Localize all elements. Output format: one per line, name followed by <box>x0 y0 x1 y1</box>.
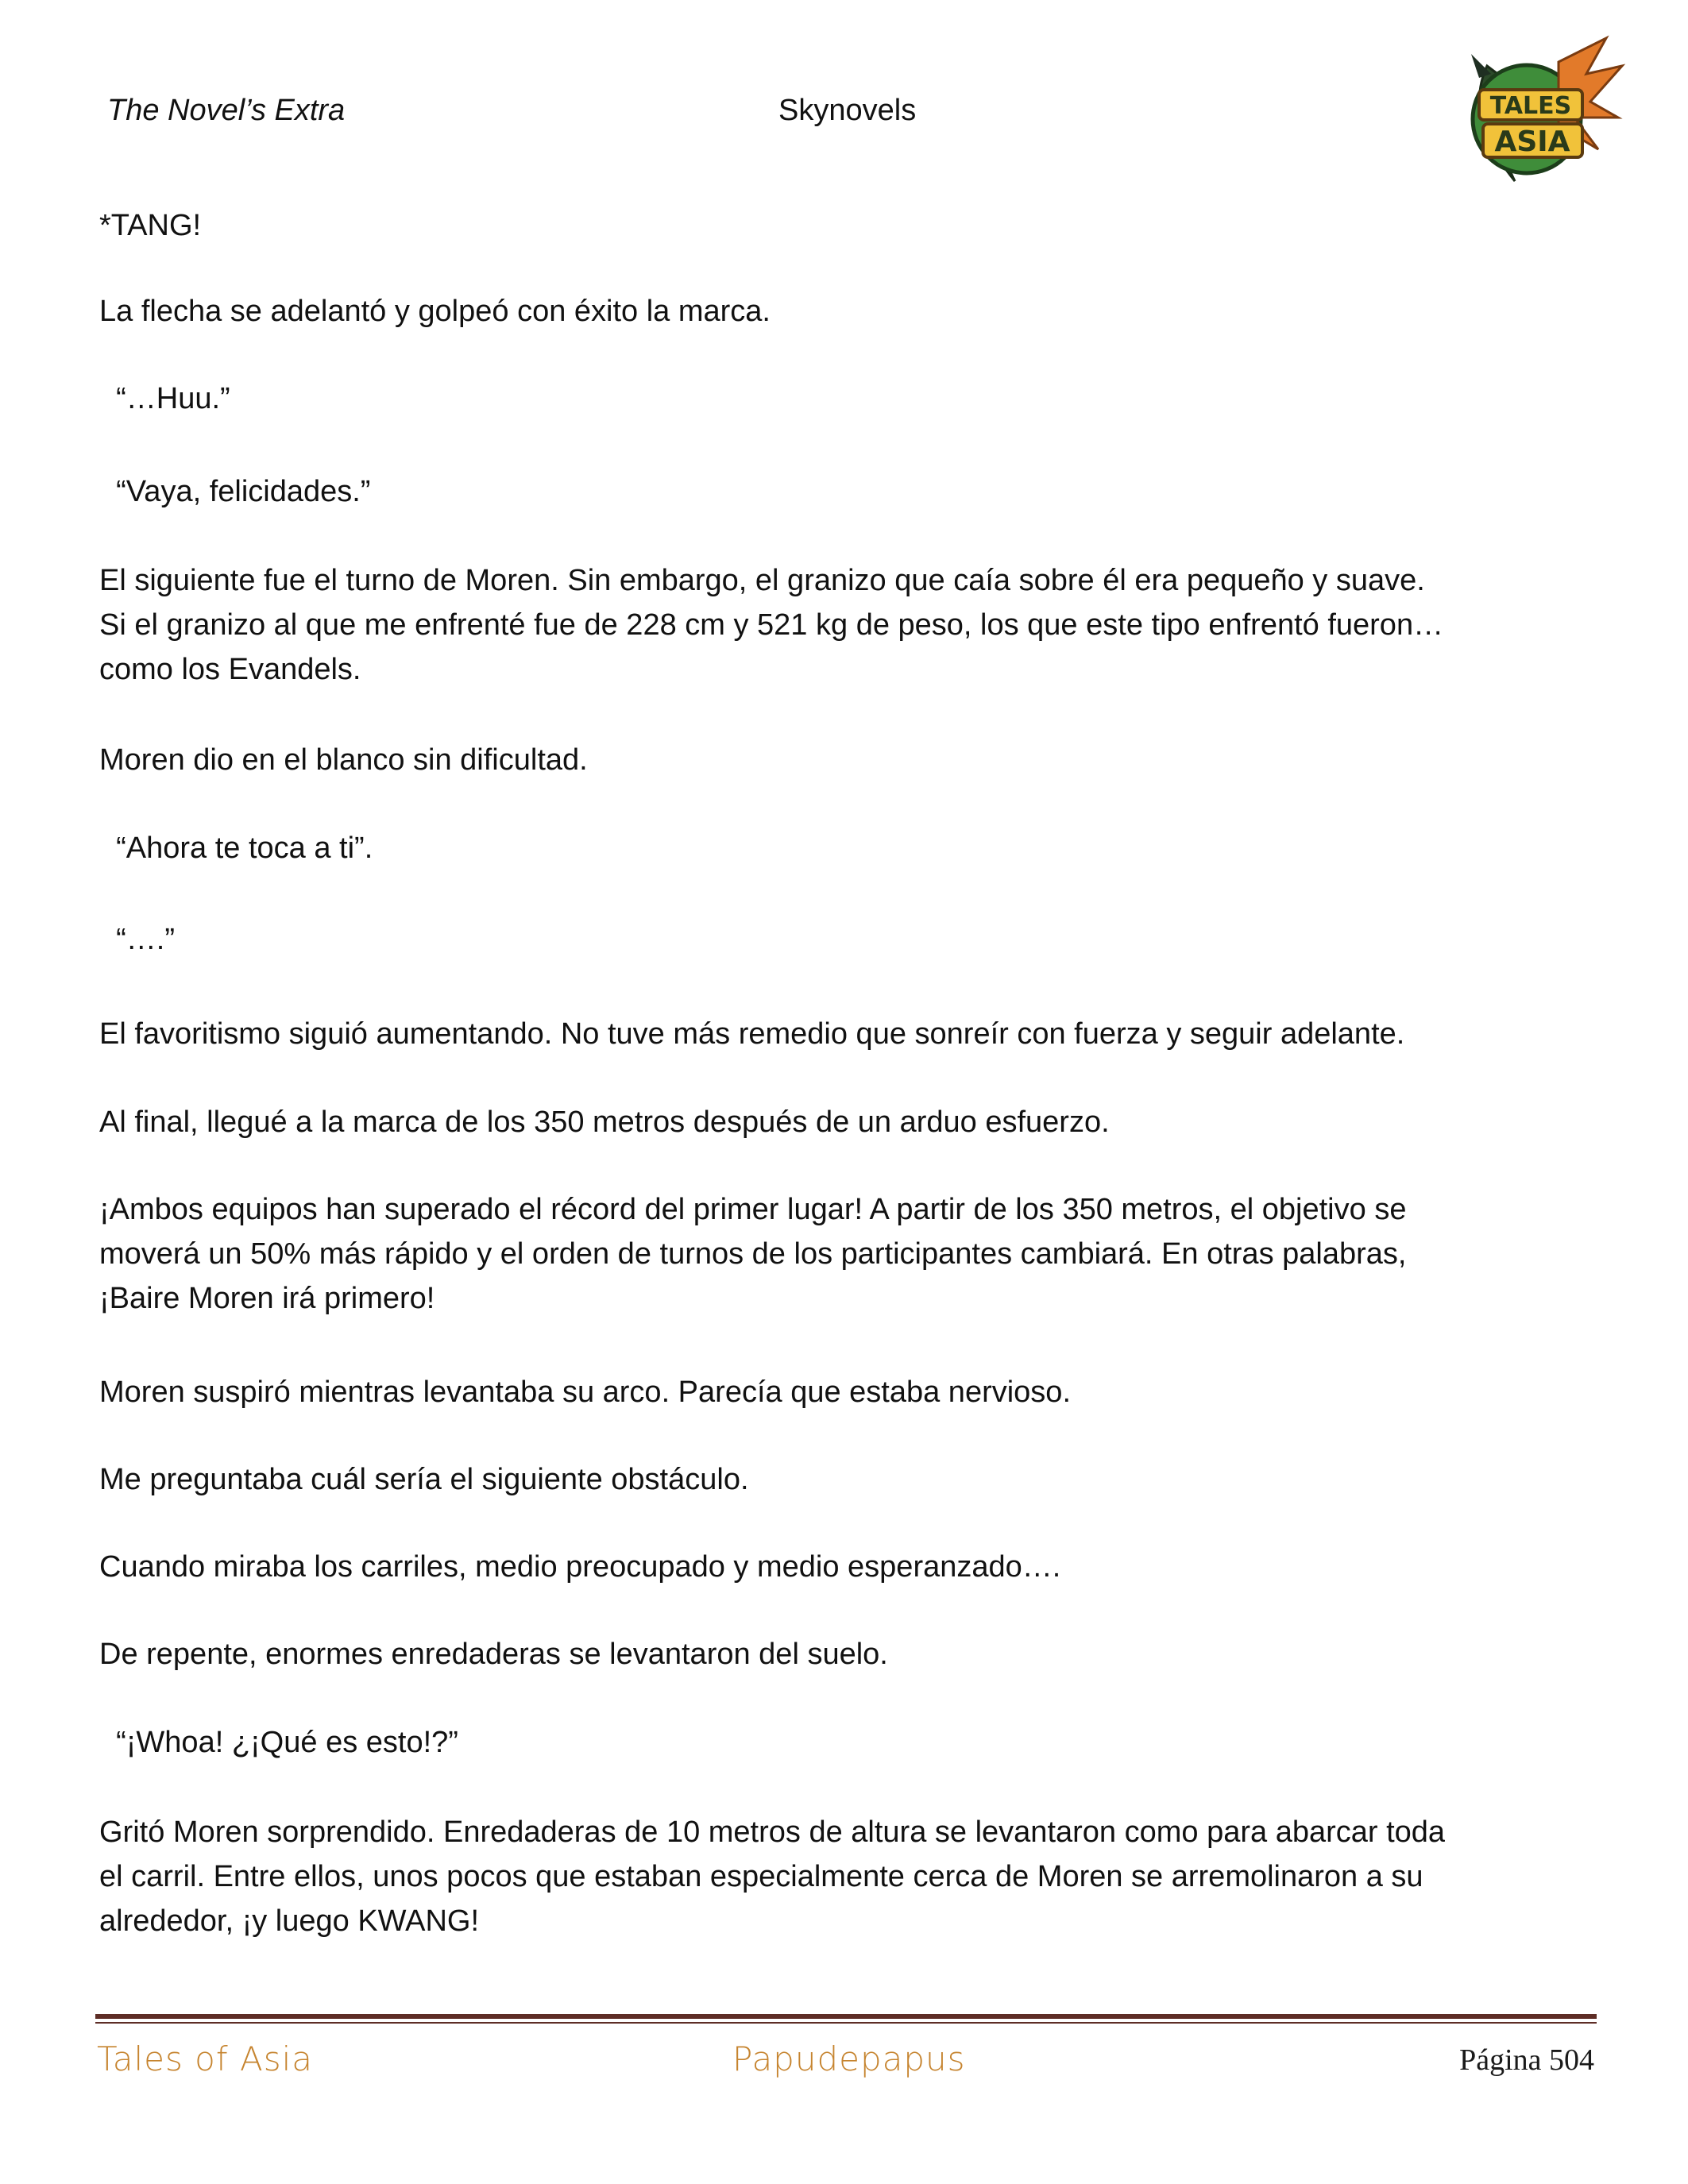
svg-text:ASIA: ASIA <box>1494 125 1570 158</box>
footer-divider-thick <box>95 2014 1597 2019</box>
page-number: Página 504 <box>1459 2043 1594 2077</box>
footer-publisher: Tales of Asia <box>97 2039 314 2078</box>
footer-translator: Papudepapus <box>732 2039 966 2078</box>
dialogue-line: “….” <box>99 923 175 956</box>
dialogue-line: “Ahora te toca a ti”. <box>99 832 373 865</box>
header-book-title: The Novel’s Extra <box>107 94 346 127</box>
paragraph: ¡Ambos equipos han superado el récord del primer lugar! A partir de los 350 metros, el objetivo se moverá un 50% más rápido y el orden de turnos de los participantes cambiará. En otras palabras, ¡Baire Moren irá primero! <box>99 1193 1407 1315</box>
tales-of-asia-logo <box>1439 30 1626 201</box>
footer-divider-thin <box>95 2022 1597 2024</box>
dialogue-line: “…Huu.” <box>99 382 230 415</box>
paragraph: Gritó Moren sorprendido. Enredaderas de 10 metros de altura se levantaron como para abarcar toda el carril. Entre ellos, unos pocos que estaban especialmente cerca de Moren se arremolinaron a su alrededor, ¡y luego KWANG! <box>99 1815 1446 1938</box>
paragraph: De repente, enormes enredaderas se levantaron del suelo. <box>99 1638 888 1671</box>
svg-text:TALES: TALES <box>1489 92 1572 120</box>
paragraph: Moren suspiró mientras levantaba su arco. Parecía que estaba nervioso. <box>99 1376 1071 1409</box>
paragraph: Al final, llegué a la marca de los 350 metros después de un arduo esfuerzo. <box>99 1106 1110 1139</box>
paragraph: El siguiente fue el turno de Moren. Sin embargo, el granizo que caía sobre él era pequeño y suave. Si el granizo al que me enfrenté fue de 228 cm y 521 kg de peso, los que este tipo enfrentó fueron… como los Evandels. <box>99 564 1444 686</box>
paragraph: El favoritismo siguió aumentando. No tuve más remedio que sonreír con fuerza y seguir adelante. <box>99 1017 1405 1051</box>
paragraph: Cuando miraba los carriles, medio preocupado y medio esperanzado…. <box>99 1550 1061 1584</box>
paragraph: Me preguntaba cuál sería el siguiente obstáculo. <box>99 1463 749 1496</box>
dialogue-line: “¡Whoa! ¿¡Qué es esto!?” <box>99 1726 458 1759</box>
paragraph: Moren dio en el blanco sin dificultad. <box>99 743 588 777</box>
paragraph: La flecha se adelantó y golpeó con éxito la marca. <box>99 295 771 328</box>
header-site-name: Skynovels <box>778 94 917 127</box>
paragraph: *TANG! <box>99 209 202 242</box>
dialogue-line: “Vaya, felicidades.” <box>99 475 371 508</box>
